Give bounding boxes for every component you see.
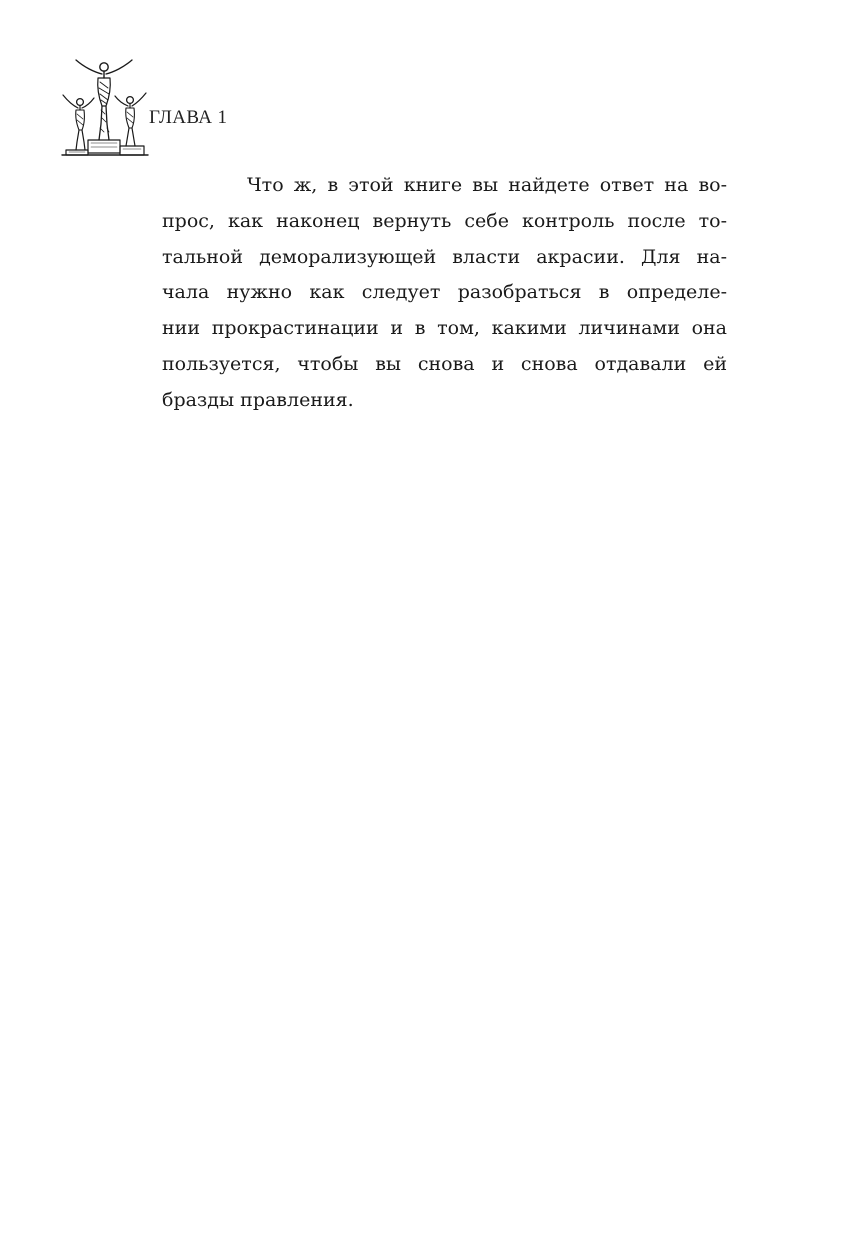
podium-figures-icon: [58, 58, 150, 158]
text-line: чала нужно как следует разобраться в определе-: [162, 281, 727, 304]
chapter-header: [58, 58, 298, 158]
text-line: тальной деморализующей власти акрасии. Для на-: [162, 245, 727, 268]
text-line: пользуется, чтобы вы снова и снова отдавали ей: [162, 352, 727, 375]
chapter-label: ГЛАВА 1: [149, 107, 228, 128]
text-line: бразды правления.: [162, 388, 354, 411]
text-line: Что ж, в этой книге вы найдете ответ на во-: [247, 174, 727, 196]
text-line: прос, как наконец вернуть себе контроль после то-: [162, 209, 727, 232]
body-paragraph: [162, 168, 727, 419]
text-line: нии прокрастинации и в том, какими личинами она: [162, 317, 727, 340]
